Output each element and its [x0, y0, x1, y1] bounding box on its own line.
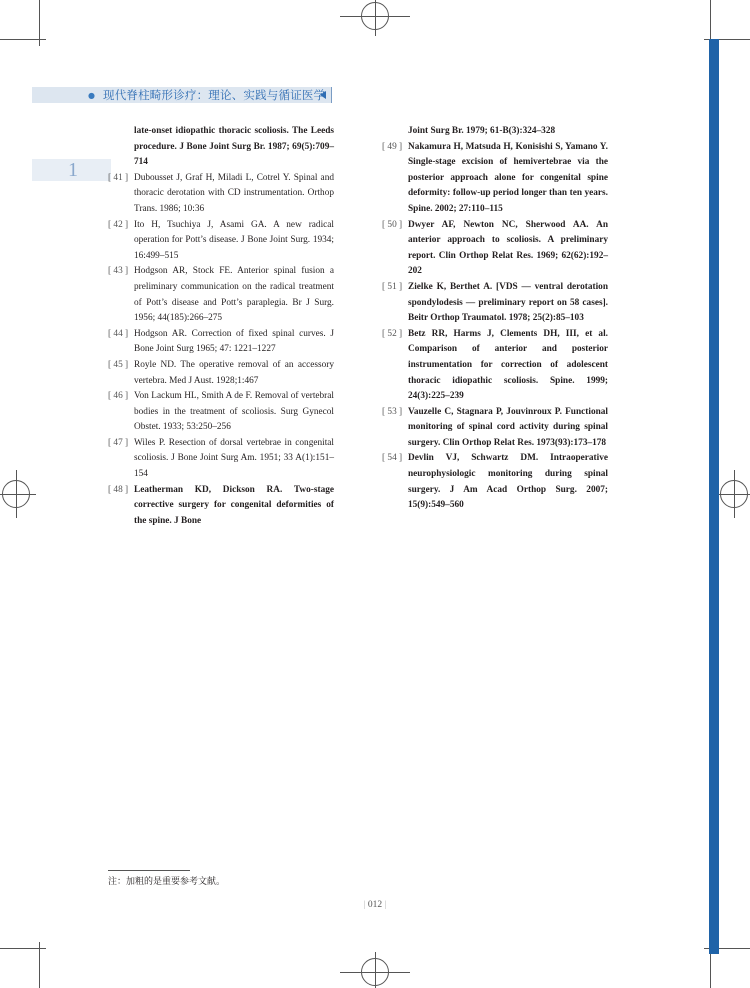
reference-text: Dubousset J, Graf H, Miladi L, Cotrel Y. Spinal and thoracic derotation with CD instrumentation. Orthop Trans. 1986; 10:36 — [134, 172, 334, 214]
page-number-bracket: | — [384, 900, 387, 910]
crop-mark — [0, 39, 46, 40]
registration-line — [0, 494, 36, 495]
reference-item — [108, 327, 334, 358]
reference-item — [382, 124, 608, 140]
reference-text: Nakamura H, Matsuda H, Konisishi S, Yamano Y. Single-stage excision of hemivertebrae via the posterior approach alone for congenital spine deformity: follow-up period longer than ten years. Spine. 2002; 27:110–115 — [408, 141, 608, 214]
reference-number: [ 41 ] — [108, 172, 129, 183]
triangle-left-icon — [320, 91, 326, 99]
page-number-block — [0, 900, 750, 910]
reference-text: Hodgson AR, Stock FE. Anterior spinal fusion a preliminary communication on the radical treatment of Pott’s disease and Pott’s paraplegia. Br J Surg. 1956; 44(185):266–275 — [134, 266, 334, 324]
bullet-icon: ● — [88, 91, 95, 100]
reference-number: [ 50 ] — [382, 219, 403, 230]
reference-number: [ 53 ] — [382, 406, 403, 417]
side-accent-bar — [709, 39, 719, 954]
reference-item — [108, 171, 334, 218]
page-number-bracket: | — [363, 900, 366, 910]
reference-text: Dwyer AF, Newton NC, Sherwood AA. An anterior approach to scoliosis. A preliminary report. Clin Orthop Relat Res. 1969; 62(62):192–202 — [408, 219, 608, 277]
reference-number: [ 45 ] — [108, 359, 129, 370]
registration-line — [714, 494, 750, 495]
reference-item — [382, 405, 608, 452]
reference-item — [382, 451, 608, 513]
reference-number: [ 47 ] — [108, 437, 129, 448]
references-right-column — [382, 124, 608, 514]
header-divider — [331, 87, 332, 103]
reference-item — [382, 280, 608, 327]
reference-number: [ 43 ] — [108, 266, 129, 277]
reference-number: [ 44 ] — [108, 328, 129, 339]
reference-item — [108, 218, 334, 265]
reference-item — [382, 218, 608, 280]
reference-item — [108, 483, 334, 530]
reference-text: Wiles P. Resection of dorsal vertebrae in congenital scoliosis. J Bone Joint Surg Am. 1951; 33 A(1):151–154 — [134, 437, 334, 480]
reference-item — [108, 358, 334, 389]
reference-text: Devlin VJ, Schwartz DM. Intraoperative neurophysiologic monitoring during spinal surgery. J Am Acad Orthop Surg. 2007; 15(9):549–560 — [408, 453, 608, 511]
reference-number: [ 48 ] — [108, 484, 129, 495]
chapter-number: 1 — [68, 159, 78, 181]
reference-number: [ 46 ] — [108, 391, 129, 402]
page-number: 012 — [367, 900, 383, 910]
reference-number: [ 42 ] — [108, 219, 129, 230]
reference-text: Vauzelle C, Stagnara P, Jouvinroux P. Functional monitoring of spinal cord activity during spinal surgery. Clin Orthop Relat Res. 1973(93):173–178 — [408, 406, 608, 448]
reference-text: Royle ND. The operative removal of an accessory vertebra. Med J Aust. 1928;1:467 — [134, 359, 334, 386]
registration-line — [375, 0, 376, 36]
reference-text: Hodgson AR. Correction of fixed spinal curves. J Bone Joint Surg 1965; 47: 1221–1227 — [134, 328, 334, 355]
reference-number: [ 51 ] — [382, 281, 403, 292]
footnote: 注：加粗的是重要参考文献。 — [108, 876, 226, 886]
reference-text: Ito H, Tsuchiya J, Asami GA. A new radical operation for Pott’s disease. J Bone Joint Surg. 1934; 16:499–515 — [134, 219, 334, 261]
reference-number: [ 54 ] — [382, 453, 403, 464]
reference-item — [108, 389, 334, 436]
registration-line — [375, 952, 376, 988]
reference-text: Joint Surg Br. 1979; 61-B(3):324–328 — [408, 126, 556, 136]
reference-item — [108, 264, 334, 326]
footnote-rule — [108, 870, 190, 871]
references-left-column — [108, 124, 334, 529]
reference-text: Zielke K, Berthet A. [VDS — ventral derotation spondylodesis — preliminary report on 58 cases]. Beitr Orthop Traumatol. 1978; 25(2):85–103 — [408, 281, 608, 324]
reference-item — [382, 327, 608, 405]
reference-number: [ 49 ] — [382, 141, 403, 152]
reference-item — [108, 124, 334, 171]
reference-text: Von Lackum HL, Smith A de F. Removal of vertebral bodies in the treatment of scoliosis. Surg Gynecol Obstet. 1933; 53:250–256 — [134, 391, 334, 433]
crop-mark — [0, 948, 46, 949]
registration-line — [16, 470, 17, 518]
reference-number: [ 52 ] — [382, 328, 403, 339]
reference-text: late-onset idiopathic thoracic scoliosis. The Leeds procedure. J Bone Joint Surg Br. 1987; 69(5):709–714 — [134, 126, 334, 168]
registration-line — [734, 470, 735, 518]
reference-item — [108, 436, 334, 483]
running-header-title: 现代脊柱畸形诊疗：理论、实践与循证医学 — [103, 88, 326, 102]
reference-text: Leatherman KD, Dickson RA. Two-stage corrective surgery for congenital deformities of the spine. J Bone — [134, 484, 334, 526]
reference-item — [382, 140, 608, 218]
reference-text: Betz RR, Harms J, Clements DH, III, et al. Comparison of anterior and posterior instrumentation for correction of adolescent thoracic idiopathic scoliosis. Spine. 1999; 24(3):225–239 — [408, 328, 608, 402]
